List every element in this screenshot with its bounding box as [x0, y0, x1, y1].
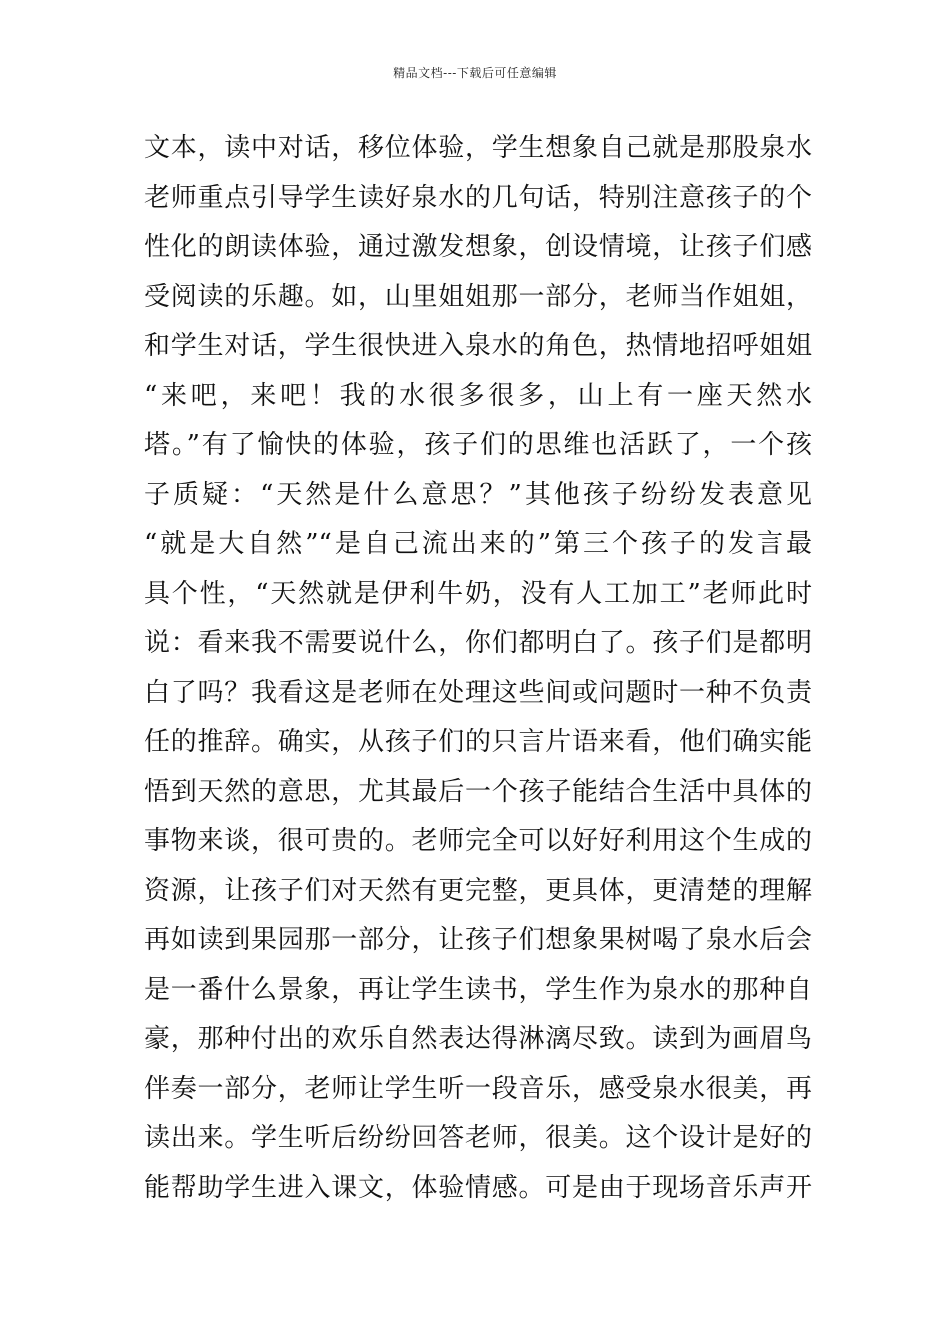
text-line: “就是大自然”“是自己流出来的”第三个孩子的发言最: [144, 529, 812, 559]
text-line: 悟到天然的意思，尤其最后一个孩子能结合生活中具体的: [144, 776, 812, 807]
text-line: 老师重点引导学生读好泉水的几句话，特别注意孩子的个: [144, 182, 812, 213]
text-line: 和学生对话，学生很快进入泉水的角色，热情地招呼姐姐: [144, 331, 812, 361]
text-line: 受阅读的乐趣。如，山里姐姐那一部分，老师当作姐姐，: [144, 281, 812, 312]
text-line: 能帮助学生进入课文，体验情感。可是由于现场音乐声开: [144, 1172, 812, 1203]
text-line: 资源，让孩子们对天然有更完整，更具体，更清楚的理解: [144, 875, 812, 906]
text-line: 任的推辞。确实，从孩子们的只言片语来看，他们确实能: [144, 727, 812, 757]
page-header: 精品文档---下载后可任意编辑: [393, 66, 557, 80]
body-text: [144, 124, 812, 1213]
text-line: 是一番什么景象，再让学生读书，学生作为泉水的那种自: [144, 974, 812, 1005]
text-line: 塔。”有了愉快的体验，孩子们的思维也活跃了，一个孩: [144, 430, 812, 460]
text-line: 性化的朗读体验，通过激发想象，创设情境，让孩子们感: [144, 232, 812, 262]
text-line: 具个性，“天然就是伊利牛奶，没有人工加工”老师此时: [144, 578, 812, 609]
text-line: 豪，那种付出的欢乐自然表达得淋漓尽致。读到为画眉鸟: [144, 1024, 812, 1054]
text-line: 文本，读中对话，移位体验，学生想象自己就是那股泉水: [144, 133, 812, 163]
text-line: “来吧，来吧！我的水很多很多，山上有一座天然水: [144, 380, 812, 411]
text-line: 伴奏一部分，老师让学生听一段音乐，感受泉水很美，再: [144, 1073, 812, 1104]
text-line: 说：看来我不需要说什么，你们都明白了。孩子们是都明: [144, 628, 812, 658]
text-line: 白了吗？我看这是老师在处理这些间或问题时一种不负责: [144, 677, 812, 708]
text-line: 再如读到果园那一部分，让孩子们想象果树喝了泉水后会: [144, 925, 812, 955]
text-line: 子质疑：“天然是什么意思？”其他孩子纷纷发表意见: [144, 479, 812, 510]
text-line: 读出来。学生听后纷纷回答老师，很美。这个设计是好的: [144, 1123, 812, 1153]
text-line: 事物来谈，很可贵的。老师完全可以好好利用这个生成的: [144, 826, 812, 856]
